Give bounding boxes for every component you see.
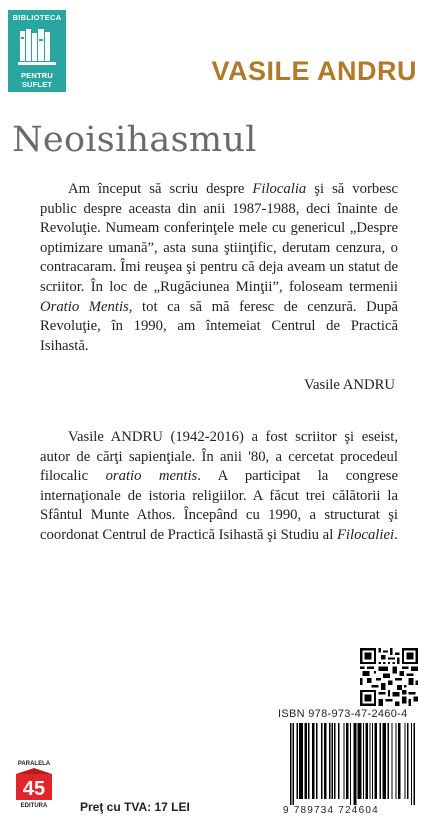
barcode-bar xyxy=(297,723,298,799)
publisher-logo-mark: 45 xyxy=(22,778,46,800)
bio-text: Vasile ANDRU (1942-2016) a fost scriitor şi eseist, autor de cărţi sapienţiale. În anii '80, a cercetat procedeul filocalic xyxy=(40,429,398,485)
barcode-bar xyxy=(308,723,309,799)
isbn-label: ISBN 978-973-47-2460-4 xyxy=(278,708,408,720)
barcode-bar xyxy=(365,723,368,799)
barcode-bar xyxy=(411,723,412,805)
barcode-number: 9 789734 724604 xyxy=(283,805,379,816)
author-name: VASILE ANDRU xyxy=(211,56,417,86)
qr-code xyxy=(360,648,418,706)
barcode-bar xyxy=(404,723,405,799)
quote-text: Am început să scriu despre xyxy=(68,181,253,197)
barcode-bar xyxy=(388,723,389,799)
barcode-bar xyxy=(363,723,364,799)
barcode-bar xyxy=(290,723,291,805)
barcode-bar xyxy=(312,723,315,799)
barcode-bar xyxy=(358,723,362,799)
series-logo xyxy=(8,10,66,92)
bio-text: . A participat la congrese internaţionale de istoria religiilor. A făcut trei călătorii la Sfântul Munte Athos. Începând cu 1990, a structurat şi coordonat Centrul de Practică Isihastă şi Studiu al xyxy=(40,468,398,543)
barcode-bar xyxy=(321,723,322,799)
barcode-bar xyxy=(324,723,327,799)
barcode-bar xyxy=(372,723,373,799)
bio-italic-term: oratio mentis xyxy=(105,468,198,485)
barcode-bar xyxy=(407,723,408,799)
quote-italic-term: Oratio Mentis xyxy=(40,298,129,315)
book-title: Neoisihasmul xyxy=(12,120,257,160)
barcode-bar xyxy=(375,723,378,799)
barcode-bar xyxy=(316,723,317,799)
barcode-bar xyxy=(350,723,351,805)
quote-text: , tot ca să mă feresc de cenzură. După Revoluţie, în 1990, am întemeiat Centrul de Practică Isihastă. xyxy=(40,298,398,354)
barcode-bar xyxy=(329,723,330,799)
author-bio xyxy=(40,428,398,546)
series-label-top: BIBLIOTECA xyxy=(12,13,62,22)
barcode-bar xyxy=(380,723,381,799)
barcode-bar xyxy=(382,723,386,799)
quote-signature: Vasile ANDRU xyxy=(304,377,395,393)
bio-italic-term: Filocaliei xyxy=(336,526,395,543)
barcode-bar xyxy=(334,723,335,799)
barcode-bar xyxy=(395,723,396,799)
quote-text: şi să vorbesc public despre aceasta din anii 1987-1988, deci înainte de Revoluţie. Numeam conferinţele mele cu genericul „Despre optimizare umană”, asta suna ştiinţific, derutam cenzura, o contracaram. Îmi reuşea şi pentru că deja aveam un statut de scriitor. În loc de „Rugăciunea Minţii”, foloseam termenii xyxy=(40,181,398,295)
barcode-bar xyxy=(332,723,333,799)
barcode-bar xyxy=(293,723,294,805)
quote-paragraph xyxy=(40,180,398,356)
barcode-bar xyxy=(391,723,392,799)
price-label: Preţ cu TVA: 17 LEI xyxy=(80,800,190,814)
barcode-bar xyxy=(398,723,401,799)
barcode xyxy=(286,723,418,805)
quote-italic-term: Filocalia xyxy=(252,181,307,197)
barcode-bar xyxy=(346,723,349,799)
publisher-name: PARALELA xyxy=(17,761,51,767)
books-icon xyxy=(18,25,56,69)
bio-text: . xyxy=(394,526,398,543)
barcode-bar xyxy=(304,723,307,799)
barcode-bar xyxy=(414,723,415,805)
barcode-bar xyxy=(369,723,370,799)
publisher-subtitle: EDITURA xyxy=(20,803,48,809)
barcode-bar xyxy=(299,723,303,799)
barcode-bar xyxy=(354,723,357,805)
barcode-bar xyxy=(338,723,339,799)
series-label-bottom: PENTRU SUFLET xyxy=(20,71,54,89)
barcode-bar xyxy=(343,723,344,799)
